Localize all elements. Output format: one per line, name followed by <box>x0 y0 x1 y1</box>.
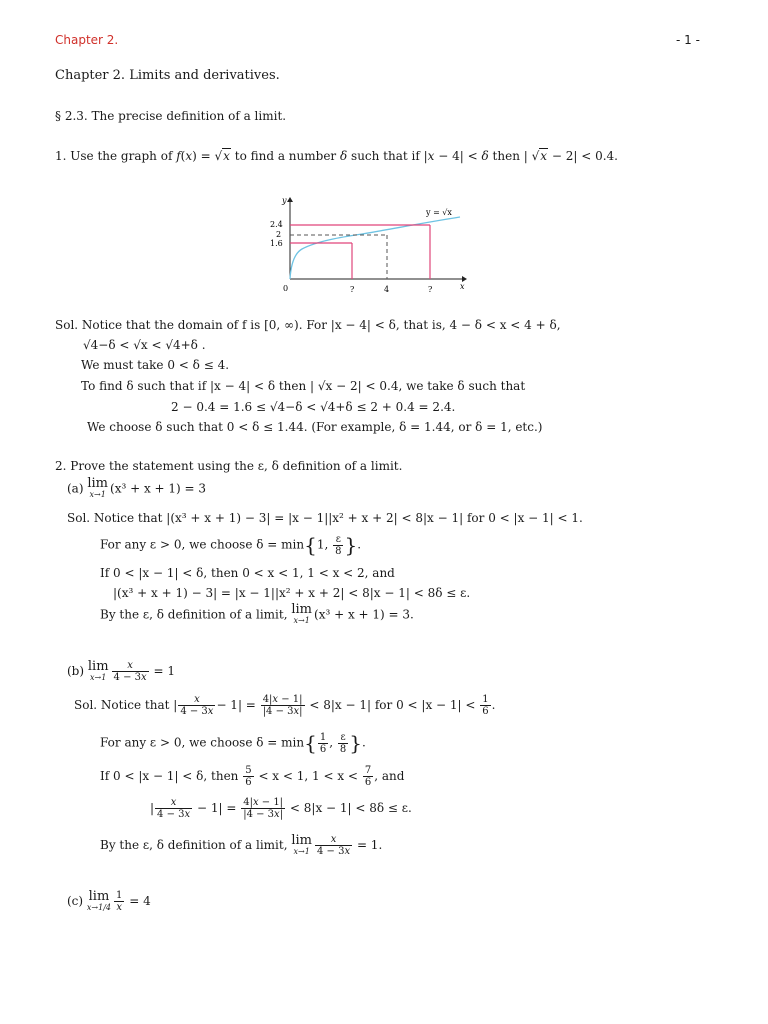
p2b-sol3: If 0 < |x − 1| < δ, then $\frac{5}{6}$ < x < 1, 1 < x < $\frac{7}{6}$ , and <box>100 765 405 788</box>
y-label: y <box>282 196 287 205</box>
p2b-sol2: For any ε > 0, we choose δ = min{ $\frac{1}{6}$ , $\frac{\varepsilon}{8}$ }. <box>100 731 366 755</box>
x-label: x <box>460 282 465 291</box>
p2a-sol1: Sol. Notice that |(x³ + x + 1) − 3| = |x − 1||x² + x + 2| < 8|x − 1| for 0 < |x − 1| < 1. <box>67 511 583 525</box>
page-number: - 1 - <box>676 33 700 47</box>
y-tick-2-4: 2.4 <box>270 220 283 229</box>
sqrt-graph <box>262 193 472 298</box>
p1-sol-intro: Sol. Notice that the domain of f is [0, ∞). For |x − 4| < δ, that is, 4 − δ < x < 4 + δ, <box>55 318 561 332</box>
y-tick-2: 2 <box>276 230 282 239</box>
x-tick-0: 0 <box>283 284 289 293</box>
chapter-header: Chapter 2. <box>55 33 119 47</box>
p2b-sol4: | $\frac{x}{4 - 3x}$ − 1| = $\frac{4|x - 1|}{|4 - 3x|}$ < 8|x − 1| < 8δ ≤ ε. <box>150 797 412 820</box>
p2b-statement: (b) lim x→1 $\frac{x}{4 - 3x}$ = 1 <box>67 658 175 683</box>
problem-1-statement: 1. Use the graph of f(x) = √x to find a number δ such that if |x − 4| < δ then | √x − 2| < 0.4. <box>55 149 618 163</box>
p2a-statement: (a) lim x→1 (x³ + x + 1) = 3 <box>67 476 207 499</box>
p2a-sol3: If 0 < |x − 1| < δ, then 0 < x < 1, 1 < x < 2, and <box>100 566 395 580</box>
y-tick-1-6: 1.6 <box>270 239 283 248</box>
p2a-sol5: By the ε, δ definition of a limit, lim x→1 (x³ + x + 1) = 3. <box>100 602 414 625</box>
curve-label: y = √x <box>426 208 452 217</box>
x-tick-4: 4 <box>384 285 390 294</box>
p1-sol-line2: √4−δ < √x < √4+δ . <box>83 338 206 352</box>
x-tick-q1: ? <box>350 285 355 294</box>
x-tick-q2: ? <box>428 285 433 294</box>
sqrt-curve <box>290 217 460 279</box>
p2a-sol4: |(x³ + x + 1) − 3| = |x − 1||x² + x + 2| < 8|x − 1| < 8δ ≤ ε. <box>113 586 471 600</box>
problem-2-statement: 2. Prove the statement using the ε, δ definition of a limit. <box>55 459 403 473</box>
p2b-sol5: By the ε, δ definition of a limit, lim x→1 $\frac{x}{4 - 3x}$ = 1. <box>100 832 383 857</box>
chapter-title: Chapter 2. Limits and derivatives. <box>55 68 280 83</box>
p2b-sol1: Sol. Notice that | $\frac{x}{4 - 3x}$ − 1| = $\frac{4|x - 1|}{|4 - 3x|}$ < 8|x − 1| for 0 < |x − 1| < $\frac{1}{6}$ . <box>74 694 496 717</box>
p2a-sol2: For any ε > 0, we choose δ = min{1, $\frac{\varepsilon}{8}$ }. <box>100 533 362 557</box>
p1-sol-line3: We must take 0 < δ ≤ 4. <box>81 358 230 372</box>
p1-sol-line5: 2 − 0.4 = 1.6 ≤ √4−δ < √4+δ ≤ 2 + 0.4 = 2.4. <box>171 400 456 414</box>
p1-sol-line6: We choose δ such that 0 < δ ≤ 1.44. (For example, δ = 1.44, or δ = 1, etc.) <box>87 420 543 434</box>
p1-sol-line4: To find δ such that if |x − 4| < δ then | √x − 2| < 0.4, we take δ such that <box>81 379 526 393</box>
p2c-statement: (c) lim x→1/4 $\frac{1}{x}$ = 4 <box>67 888 151 913</box>
section-title: § 2.3. The precise definition of a limit. <box>55 109 287 123</box>
y-axis-arrow <box>287 197 293 202</box>
